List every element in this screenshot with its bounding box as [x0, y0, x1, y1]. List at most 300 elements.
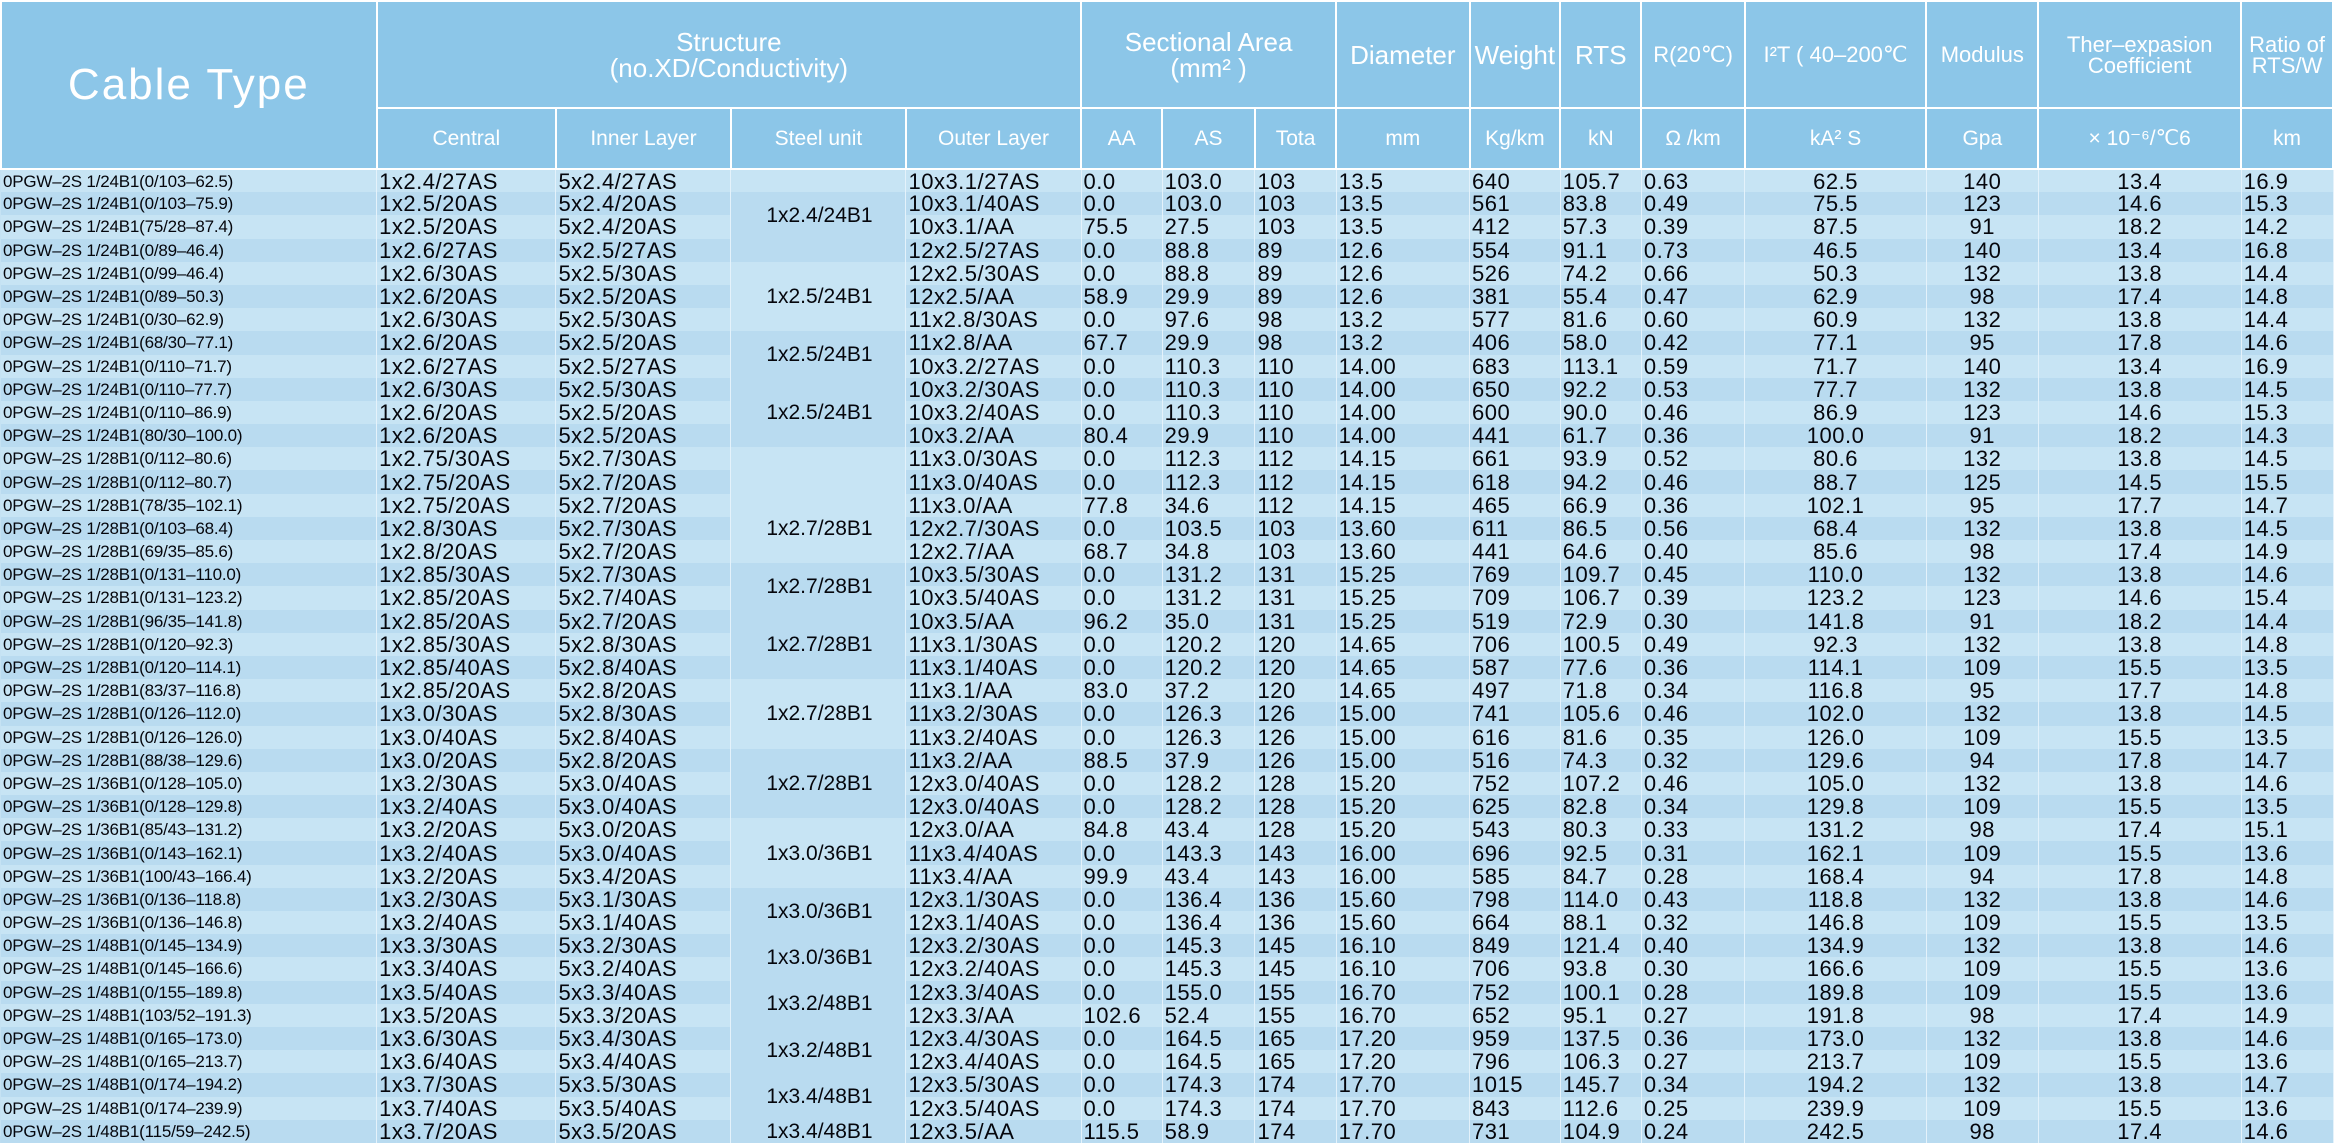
cell-rts: 91.1 — [1560, 239, 1641, 262]
cell-rts: 94.2 — [1560, 470, 1641, 493]
cell-aa: 58.9 — [1081, 285, 1162, 308]
cell-rts: 93.9 — [1560, 447, 1641, 470]
cell-weight: 543 — [1470, 818, 1561, 841]
cell-ther-exp: 17.7 — [2038, 494, 2241, 517]
cell-ratio: 16.9 — [2241, 169, 2333, 192]
cell-total: 155 — [1255, 1004, 1336, 1027]
cell-ther-exp: 13.8 — [2038, 888, 2241, 911]
header-as: AS — [1162, 108, 1255, 169]
cell-steel-unit — [731, 239, 906, 262]
cell-i2t: 92.3 — [1745, 633, 1926, 656]
cell-ratio: 14.6 — [2241, 331, 2333, 354]
table-row — [1, 656, 2333, 679]
header-mm: mm — [1336, 108, 1469, 169]
cell-outer-layer: 12x3.0/AA — [906, 818, 1081, 841]
cell-total: 103 — [1255, 517, 1336, 540]
header-inner-layer: Inner Layer — [556, 108, 731, 169]
cell-central: 1x3.6/30AS — [377, 1027, 556, 1050]
cell-i2t: 88.7 — [1745, 470, 1926, 493]
cell-total: 131 — [1255, 586, 1336, 609]
header-ratio-title: Ratio of — [2249, 31, 2325, 57]
table-row — [1, 934, 2333, 957]
cell-ther-exp: 18.2 — [2038, 610, 2241, 633]
table-row — [1, 262, 2333, 285]
cell-diameter: 13.5 — [1336, 192, 1469, 215]
cell-ratio: 15.3 — [2241, 401, 2333, 424]
cell-modulus: 98 — [1926, 1120, 2038, 1143]
cell-weight: 600 — [1470, 401, 1561, 424]
header-coef-unit: × 10⁻⁶/℃6 — [2038, 108, 2241, 169]
cell-diameter: 13.60 — [1336, 517, 1469, 540]
cell-modulus: 98 — [1926, 285, 2038, 308]
cell-i2t: 162.1 — [1745, 841, 1926, 864]
cell-diameter: 15.00 — [1336, 749, 1469, 772]
cell-total: 126 — [1255, 726, 1336, 749]
cell-modulus: 95 — [1926, 331, 2038, 354]
table-row — [1, 1050, 2333, 1073]
cell-ratio: 14.5 — [2241, 702, 2333, 725]
cell-aa: 84.8 — [1081, 818, 1162, 841]
cell-i2t: 116.8 — [1745, 679, 1926, 702]
cell-ratio: 15.4 — [2241, 586, 2333, 609]
cell-total: 98 — [1255, 331, 1336, 354]
cell-rts: 113.1 — [1560, 355, 1641, 378]
cell-inner-layer: 5x3.4/30AS — [556, 1027, 731, 1050]
cell-as: 112.3 — [1162, 470, 1255, 493]
cell-inner-layer: 5x3.0/20AS — [556, 818, 731, 841]
cell-total: 131 — [1255, 563, 1336, 586]
cell-outer-layer: 11x3.2/AA — [906, 749, 1081, 772]
cell-rts: 145.7 — [1560, 1073, 1641, 1096]
cell-outer-layer: 10x3.1/40AS — [906, 192, 1081, 215]
header-resistance: R(20℃) — [1641, 1, 1745, 108]
cell-weight: 706 — [1470, 633, 1561, 656]
cell-total: 103 — [1255, 540, 1336, 563]
cell-cable-type: 0PGW–2S 1/28B1(83/37–116.8) — [1, 679, 377, 702]
cell-modulus: 109 — [1926, 1050, 2038, 1073]
table-row — [1, 308, 2333, 331]
cell-cable-type: 0PGW–2S 1/24B1(0/110–86.9) — [1, 401, 377, 424]
cell-aa: 0.0 — [1081, 911, 1162, 934]
cell-central: 1x2.6/20AS — [377, 285, 556, 308]
cell-ratio: 15.5 — [2241, 470, 2333, 493]
table-row — [1, 378, 2333, 401]
cell-ratio: 13.6 — [2241, 957, 2333, 980]
cell-cable-type: 0PGW–2S 1/28B1(69/35–85.6) — [1, 540, 377, 563]
cell-ther-exp: 17.8 — [2038, 749, 2241, 772]
cell-ratio: 14.8 — [2241, 679, 2333, 702]
cell-steel-unit — [731, 169, 906, 192]
cell-central: 1x3.2/40AS — [377, 841, 556, 864]
cell-inner-layer: 5x2.5/20AS — [556, 424, 731, 447]
cell-weight: 696 — [1470, 841, 1561, 864]
cell-modulus: 140 — [1926, 239, 2038, 262]
header-km: km — [2241, 108, 2333, 169]
cell-outer-layer: 11x3.1/40AS — [906, 656, 1081, 679]
cell-outer-layer: 11x3.0/AA — [906, 494, 1081, 517]
cell-modulus: 123 — [1926, 586, 2038, 609]
cell-aa: 0.0 — [1081, 957, 1162, 980]
cell-modulus: 109 — [1926, 981, 2038, 1004]
cell-as: 110.3 — [1162, 378, 1255, 401]
cell-total: 112 — [1255, 470, 1336, 493]
header-outer-layer: Outer Layer — [906, 108, 1081, 169]
cell-weight: 406 — [1470, 331, 1561, 354]
cell-i2t: 62.9 — [1745, 285, 1926, 308]
cell-aa: 0.0 — [1081, 888, 1162, 911]
cell-weight: 381 — [1470, 285, 1561, 308]
cell-resistance: 0.32 — [1641, 749, 1745, 772]
cell-total: 143 — [1255, 865, 1336, 888]
cell-rts: 83.8 — [1560, 192, 1641, 215]
cell-aa: 0.0 — [1081, 656, 1162, 679]
cell-diameter: 13.60 — [1336, 540, 1469, 563]
cell-rts: 137.5 — [1560, 1027, 1641, 1050]
header-ther-expasion-title: Ther–expasion — [2066, 31, 2213, 57]
cell-total: 98 — [1255, 308, 1336, 331]
cell-ther-exp: 13.8 — [2038, 378, 2241, 401]
table-row — [1, 424, 2333, 447]
cell-modulus: 132 — [1926, 563, 2038, 586]
cell-total: 89 — [1255, 262, 1336, 285]
cell-resistance: 0.46 — [1641, 772, 1745, 795]
cell-total: 110 — [1255, 378, 1336, 401]
table-row — [1, 911, 2333, 934]
cell-weight: 618 — [1470, 470, 1561, 493]
cell-inner-layer: 5x2.7/40AS — [556, 586, 731, 609]
cell-aa: 115.5 — [1081, 1120, 1162, 1143]
cell-rts: 95.1 — [1560, 1004, 1641, 1027]
cell-modulus: 109 — [1926, 795, 2038, 818]
cell-steel-unit: 1x3.0/36B1 — [731, 934, 906, 980]
header-structure — [377, 1, 1081, 108]
table-row — [1, 494, 2333, 517]
cell-ratio: 14.6 — [2241, 1120, 2333, 1143]
cell-outer-layer: 11x2.8/AA — [906, 331, 1081, 354]
cell-as: 103.0 — [1162, 169, 1255, 192]
cell-weight: 611 — [1470, 517, 1561, 540]
cell-i2t: 68.4 — [1745, 517, 1926, 540]
cell-diameter: 15.00 — [1336, 702, 1469, 725]
cell-weight: 519 — [1470, 610, 1561, 633]
cell-central: 1x2.8/30AS — [377, 517, 556, 540]
cell-modulus: 140 — [1926, 355, 2038, 378]
cell-resistance: 0.33 — [1641, 818, 1745, 841]
cell-modulus: 132 — [1926, 447, 2038, 470]
cell-ratio: 14.7 — [2241, 749, 2333, 772]
header-kgkm: Kg/km — [1470, 108, 1561, 169]
cell-rts: 55.4 — [1560, 285, 1641, 308]
cell-central: 1x3.2/20AS — [377, 818, 556, 841]
table-row — [1, 447, 2333, 470]
cell-modulus: 109 — [1926, 726, 2038, 749]
cell-i2t: 77.1 — [1745, 331, 1926, 354]
cell-total: 128 — [1255, 818, 1336, 841]
table-row — [1, 285, 2333, 308]
cell-weight: 616 — [1470, 726, 1561, 749]
cell-cable-type: 0PGW–2S 1/28B1(0/112–80.7) — [1, 470, 377, 493]
cell-cable-type: 0PGW–2S 1/24B1(0/110–71.7) — [1, 355, 377, 378]
cell-inner-layer: 5x3.5/20AS — [556, 1120, 731, 1143]
cell-inner-layer: 5x2.5/30AS — [556, 378, 731, 401]
cell-diameter: 14.65 — [1336, 679, 1469, 702]
table-row — [1, 355, 2333, 378]
cell-ratio: 14.7 — [2241, 494, 2333, 517]
cell-aa: 68.7 — [1081, 540, 1162, 563]
cell-ratio: 14.6 — [2241, 563, 2333, 586]
cell-central: 1x2.6/30AS — [377, 378, 556, 401]
cell-cable-type: 0PGW–2S 1/48B1(0/174–194.2) — [1, 1073, 377, 1096]
cell-aa: 0.0 — [1081, 934, 1162, 957]
cell-modulus: 123 — [1926, 401, 2038, 424]
table-body — [1, 169, 2333, 1143]
cell-ratio: 14.8 — [2241, 865, 2333, 888]
cell-modulus: 95 — [1926, 494, 2038, 517]
cell-aa: 88.5 — [1081, 749, 1162, 772]
cell-total: 126 — [1255, 749, 1336, 772]
cell-ther-exp: 17.4 — [2038, 1004, 2241, 1027]
cell-inner-layer: 5x2.4/20AS — [556, 192, 731, 215]
cell-rts: 105.7 — [1560, 169, 1641, 192]
cell-rts: 71.8 — [1560, 679, 1641, 702]
cell-resistance: 0.47 — [1641, 285, 1745, 308]
cell-resistance: 0.36 — [1641, 494, 1745, 517]
cell-as: 43.4 — [1162, 818, 1255, 841]
cell-aa: 0.0 — [1081, 633, 1162, 656]
cell-as: 143.3 — [1162, 841, 1255, 864]
cell-outer-layer: 10x3.2/27AS — [906, 355, 1081, 378]
cell-total: 120 — [1255, 656, 1336, 679]
cell-cable-type: 0PGW–2S 1/28B1(0/131–123.2) — [1, 586, 377, 609]
cell-inner-layer: 5x2.5/27AS — [556, 239, 731, 262]
table-row — [1, 726, 2333, 749]
cell-i2t: 86.9 — [1745, 401, 1926, 424]
cell-ther-exp: 13.8 — [2038, 934, 2241, 957]
cell-ther-exp: 13.8 — [2038, 447, 2241, 470]
header-cable-type: Cable Type — [1, 1, 377, 169]
cell-central: 1x3.5/20AS — [377, 1004, 556, 1027]
cell-diameter: 14.00 — [1336, 378, 1469, 401]
cell-steel-unit: 1x2.7/28B1 — [731, 749, 906, 819]
cell-ther-exp: 14.6 — [2038, 401, 2241, 424]
cell-modulus: 94 — [1926, 865, 2038, 888]
cell-cable-type: 0PGW–2S 1/28B1(0/126–126.0) — [1, 726, 377, 749]
cell-as: 58.9 — [1162, 1120, 1255, 1143]
cell-ther-exp: 15.5 — [2038, 911, 2241, 934]
cell-rts: 84.7 — [1560, 865, 1641, 888]
cell-total: 110 — [1255, 424, 1336, 447]
cell-outer-layer: 12x2.7/AA — [906, 540, 1081, 563]
cell-total: 145 — [1255, 934, 1336, 957]
cell-steel-unit: 1x3.2/48B1 — [731, 981, 906, 1027]
cell-steel-unit: 1x2.5/24B1 — [731, 331, 906, 377]
cell-ratio: 14.5 — [2241, 517, 2333, 540]
cell-weight: 587 — [1470, 656, 1561, 679]
cell-cable-type: 0PGW–2S 1/48B1(103/52–191.3) — [1, 1004, 377, 1027]
cell-resistance: 0.56 — [1641, 517, 1745, 540]
cell-as: 97.6 — [1162, 308, 1255, 331]
cell-rts: 81.6 — [1560, 726, 1641, 749]
cell-aa: 0.0 — [1081, 192, 1162, 215]
table-row — [1, 192, 2333, 215]
cell-as: 110.3 — [1162, 401, 1255, 424]
cell-outer-layer: 12x3.1/30AS — [906, 888, 1081, 911]
cell-weight: 741 — [1470, 702, 1561, 725]
table-row — [1, 1097, 2333, 1120]
cell-central: 1x3.2/30AS — [377, 772, 556, 795]
cell-ratio: 14.9 — [2241, 1004, 2333, 1027]
cell-ratio: 16.9 — [2241, 355, 2333, 378]
cell-resistance: 0.42 — [1641, 331, 1745, 354]
cell-central: 1x3.7/30AS — [377, 1073, 556, 1096]
cell-weight: 441 — [1470, 424, 1561, 447]
table-row — [1, 679, 2333, 702]
cell-inner-layer: 5x3.4/40AS — [556, 1050, 731, 1073]
cell-resistance: 0.30 — [1641, 957, 1745, 980]
cell-modulus: 91 — [1926, 215, 2038, 238]
cell-ratio: 14.4 — [2241, 308, 2333, 331]
cell-central: 1x2.4/27AS — [377, 169, 556, 192]
cell-i2t: 50.3 — [1745, 262, 1926, 285]
cell-ther-exp: 15.5 — [2038, 841, 2241, 864]
cell-diameter: 15.25 — [1336, 586, 1469, 609]
cell-ther-exp: 13.8 — [2038, 1073, 2241, 1096]
cell-modulus: 109 — [1926, 656, 2038, 679]
cell-inner-layer: 5x2.5/20AS — [556, 331, 731, 354]
cell-cable-type: 0PGW–2S 1/48B1(0/145–134.9) — [1, 934, 377, 957]
cell-aa: 0.0 — [1081, 841, 1162, 864]
cell-outer-layer: 11x3.2/40AS — [906, 726, 1081, 749]
cell-inner-layer: 5x2.8/30AS — [556, 702, 731, 725]
table-row — [1, 981, 2333, 1004]
cell-diameter: 14.65 — [1336, 656, 1469, 679]
cell-aa: 0.0 — [1081, 239, 1162, 262]
cell-as: 37.9 — [1162, 749, 1255, 772]
cell-rts: 106.3 — [1560, 1050, 1641, 1073]
cell-modulus: 109 — [1926, 957, 2038, 980]
cell-inner-layer: 5x2.8/20AS — [556, 679, 731, 702]
cell-rts: 104.9 — [1560, 1120, 1641, 1143]
cell-weight: 585 — [1470, 865, 1561, 888]
header-sectional-area-unit: (mm² ) — [1170, 52, 1247, 83]
cell-weight: 465 — [1470, 494, 1561, 517]
cell-resistance: 0.66 — [1641, 262, 1745, 285]
cell-as: 43.4 — [1162, 865, 1255, 888]
header-kn: kN — [1560, 108, 1641, 169]
cell-total: 110 — [1255, 401, 1336, 424]
cell-cable-type: 0PGW–2S 1/48B1(0/145–166.6) — [1, 957, 377, 980]
cell-central: 1x2.6/30AS — [377, 308, 556, 331]
cell-as: 88.8 — [1162, 239, 1255, 262]
cell-ther-exp: 14.5 — [2038, 470, 2241, 493]
cell-i2t: 242.5 — [1745, 1120, 1926, 1143]
cell-ther-exp: 15.5 — [2038, 1097, 2241, 1120]
cell-ther-exp: 15.5 — [2038, 656, 2241, 679]
cell-diameter: 14.15 — [1336, 494, 1469, 517]
cell-rts: 93.8 — [1560, 957, 1641, 980]
cell-weight: 843 — [1470, 1097, 1561, 1120]
cell-diameter: 15.60 — [1336, 911, 1469, 934]
cell-rts: 74.3 — [1560, 749, 1641, 772]
cell-steel-unit: 1x2.7/28B1 — [731, 563, 906, 609]
cell-cable-type: 0PGW–2S 1/24B1(0/103–75.9) — [1, 192, 377, 215]
cell-inner-layer: 5x3.1/30AS — [556, 888, 731, 911]
cell-inner-layer: 5x2.7/20AS — [556, 494, 731, 517]
cell-ther-exp: 17.8 — [2038, 865, 2241, 888]
cell-outer-layer: 12x2.5/AA — [906, 285, 1081, 308]
cell-outer-layer: 12x3.5/40AS — [906, 1097, 1081, 1120]
cell-rts: 109.7 — [1560, 563, 1641, 586]
cell-outer-layer: 11x3.4/AA — [906, 865, 1081, 888]
cell-i2t: 100.0 — [1745, 424, 1926, 447]
cell-ther-exp: 17.4 — [2038, 285, 2241, 308]
cell-diameter: 16.70 — [1336, 1004, 1469, 1027]
cell-i2t: 166.6 — [1745, 957, 1926, 980]
cell-cable-type: 0PGW–2S 1/28B1(0/103–68.4) — [1, 517, 377, 540]
cell-ther-exp: 17.7 — [2038, 679, 2241, 702]
cell-outer-layer: 10x3.1/27AS — [906, 169, 1081, 192]
cell-as: 110.3 — [1162, 355, 1255, 378]
cell-diameter: 15.00 — [1336, 726, 1469, 749]
cell-total: 165 — [1255, 1050, 1336, 1073]
cell-steel-unit: 1x2.7/28B1 — [731, 679, 906, 749]
cell-diameter: 16.00 — [1336, 841, 1469, 864]
cell-inner-layer: 5x3.4/20AS — [556, 865, 731, 888]
cell-i2t: 46.5 — [1745, 239, 1926, 262]
cell-aa: 0.0 — [1081, 470, 1162, 493]
header-rts: RTS — [1560, 1, 1641, 108]
cell-outer-layer: 12x3.3/40AS — [906, 981, 1081, 1004]
table-row — [1, 772, 2333, 795]
cell-ratio: 14.2 — [2241, 215, 2333, 238]
table-row — [1, 1027, 2333, 1050]
cell-total: 103 — [1255, 169, 1336, 192]
cell-weight: 554 — [1470, 239, 1561, 262]
cell-aa: 0.0 — [1081, 981, 1162, 1004]
cell-outer-layer: 12x2.5/27AS — [906, 239, 1081, 262]
cell-rts: 105.6 — [1560, 702, 1641, 725]
cell-resistance: 0.49 — [1641, 192, 1745, 215]
cell-ther-exp: 13.8 — [2038, 517, 2241, 540]
cell-as: 136.4 — [1162, 888, 1255, 911]
cell-modulus: 98 — [1926, 540, 2038, 563]
cell-resistance: 0.39 — [1641, 586, 1745, 609]
cell-ther-exp: 15.5 — [2038, 726, 2241, 749]
cell-weight: 516 — [1470, 749, 1561, 772]
cell-modulus: 123 — [1926, 192, 2038, 215]
cell-central: 1x2.5/20AS — [377, 192, 556, 215]
cell-outer-layer: 11x3.0/30AS — [906, 447, 1081, 470]
cell-central: 1x3.6/40AS — [377, 1050, 556, 1073]
cell-outer-layer: 12x3.0/40AS — [906, 772, 1081, 795]
cell-outer-layer: 11x3.4/40AS — [906, 841, 1081, 864]
cell-ratio: 14.6 — [2241, 772, 2333, 795]
cell-i2t: 80.6 — [1745, 447, 1926, 470]
cell-ratio: 14.5 — [2241, 378, 2333, 401]
cell-ratio: 14.3 — [2241, 424, 2333, 447]
table-row — [1, 586, 2333, 609]
cell-rts: 114.0 — [1560, 888, 1641, 911]
cell-resistance: 0.30 — [1641, 610, 1745, 633]
cell-ratio: 13.6 — [2241, 981, 2333, 1004]
cell-ther-exp: 17.8 — [2038, 331, 2241, 354]
table-row — [1, 702, 2333, 725]
cell-modulus: 132 — [1926, 1027, 2038, 1050]
cell-weight: 664 — [1470, 911, 1561, 934]
cell-ratio: 14.8 — [2241, 633, 2333, 656]
header-ratio-unit: RTS/W — [2251, 52, 2323, 78]
cell-central: 1x3.0/20AS — [377, 749, 556, 772]
